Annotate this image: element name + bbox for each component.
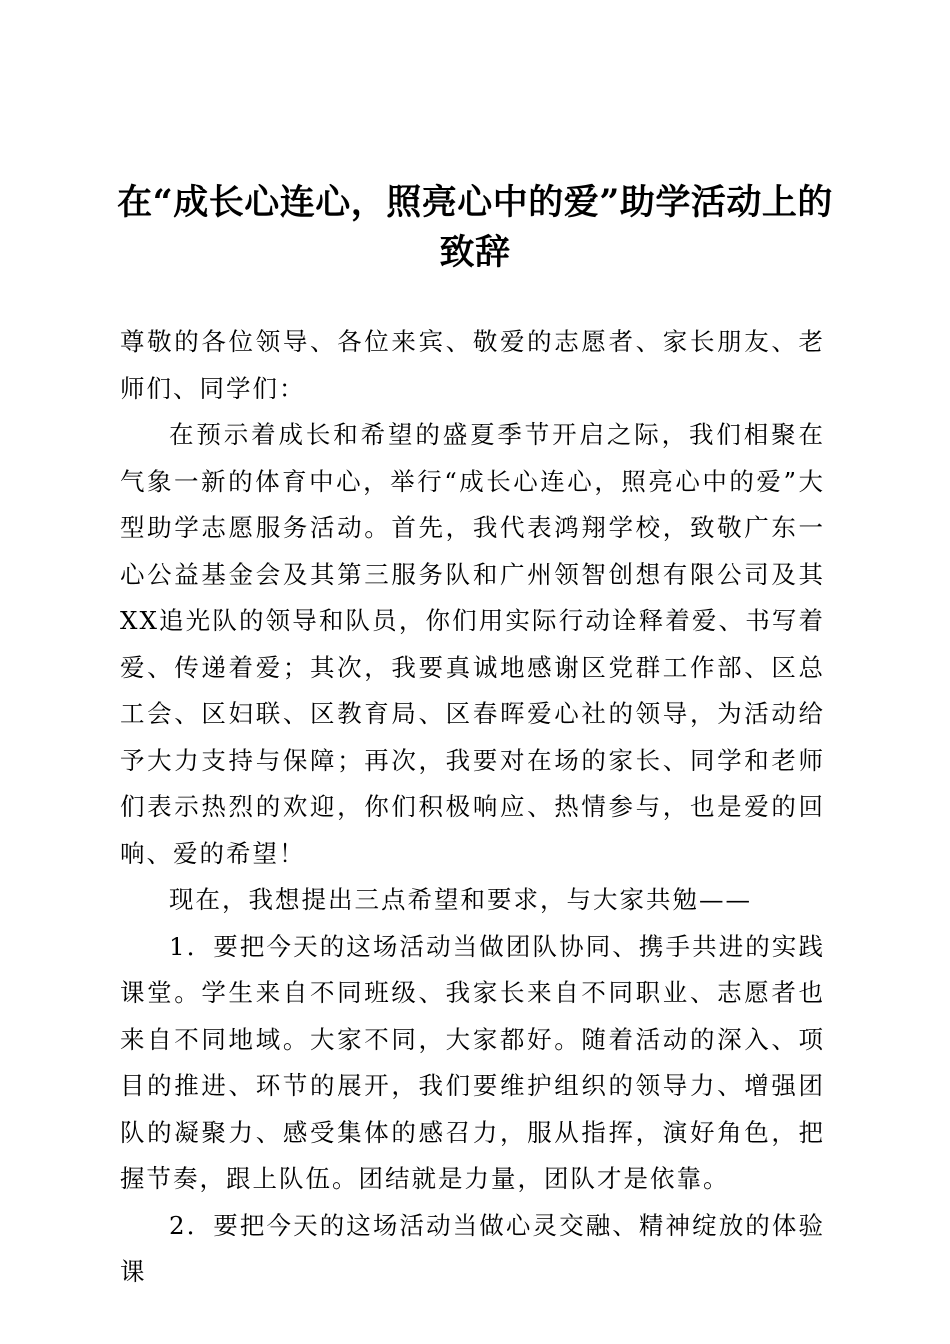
point-two-paragraph: 2．要把今天的这场活动当做心灵交融、精神绽放的体验课 xyxy=(120,1210,825,1286)
salutation-paragraph: 尊敬的各位领导、各位来宾、敬爱的志愿者、家长朋友、老师们、同学们： xyxy=(120,327,825,403)
document-body xyxy=(120,319,825,1296)
document-title: 在“成长心连心，照亮心中的爱”助学活动上的致辞 xyxy=(117,182,833,273)
transition-paragraph: 现在，我想提出三点希望和要求，与大家共勉—— xyxy=(169,885,752,914)
point-one-paragraph: 1．要把今天的这场活动当做团队协同、携手共进的实践课堂。学生来自不同班级、我家长来自不同职业、志愿者也来自不同地域。大家不同，大家都好。随着活动的深入、项目的推进、环节的展开，我们要维护组织的领导力、增强团队的凝聚力、感受集体的感召力，服从指挥，演好角色，把握节奏，跟上队伍。团结就是力量，团队才是依靠。 xyxy=(120,931,825,1193)
opening-paragraph: 在预示着成长和希望的盛夏季节开启之际，我们相聚在气象一新的体育中心，举行“成长心连心，照亮心中的爱”大型助学志愿服务活动。首先，我代表鸿翔学校，致敬广东一心公益基金会及其第三服务队和广州领智创想有限公司及其XX追光队的领导和队员，你们用实际行动诠释着爱、书写着爱、传递着爱；其次，我要真诚地感谢区党群工作部、区总工会、区妇联、区教育局、区春晖爱心社的领导，为活动给予大力支持与保障；再次，我要对在场的家长、同学和老师们表示热烈的欢迎，你们积极响应、热情参与，也是爱的回响、爱的希望！ xyxy=(120,420,825,868)
